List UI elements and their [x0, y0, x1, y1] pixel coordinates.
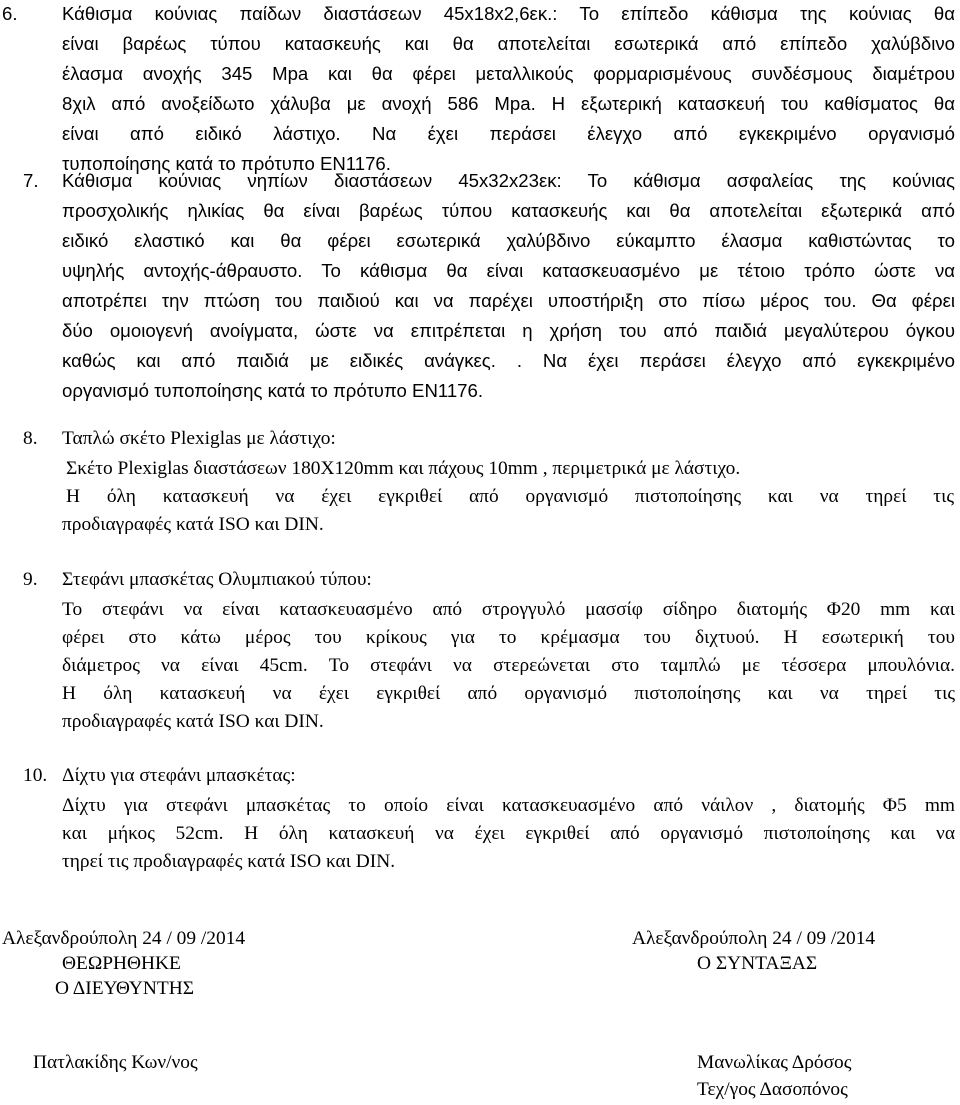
item-text-line: Κάθισμα κούνιας νηπίων διαστάσεων 45x32x23εκ: Το κάθισμα ασφαλείας της κούνιας: [62, 170, 955, 191]
item-text-line: και μήκος 52cm. Η όλη κατασκευή να έχει εγκριθεί από οργανισμό πιστοποίησης και να: [62, 823, 955, 844]
right-signature-title: Τεχ/γος Δασοπόνος: [697, 1079, 848, 1100]
item-number: 10.: [23, 765, 48, 786]
item-text-line: 8χιλ από ανοξείδωτο χάλυβα με ανοχή 586 Mpa. Η εξωτερική κατασκευή του καθίσματος θα: [62, 93, 955, 114]
item-text-line: Η όλη κατασκευή να έχει εγκριθεί από οργανισμό πιστοποίησης και να τηρεί τις: [66, 486, 954, 507]
item-text-line: Σκέτο Plexiglas διαστάσεων 180Χ120mm και πάχους 10mm , περιμετρικά με λάστιχο.: [66, 458, 741, 479]
item-text-line: Κάθισμα κούνιας παίδων διαστάσεων 45x18x2,6εκ.: Το επίπεδο κάθισμα της κούνιας θα: [62, 3, 955, 24]
right-signature-role: Ο ΣΥΝΤΑΞΑΣ: [697, 953, 818, 974]
item-text-line: είναι από ειδικό λάστιχο. Να έχει περάσει έλεγχο από εγκεκριμένο οργανισμό: [62, 123, 955, 144]
right-signature-name: Μανωλίκας Δρόσος: [697, 1052, 852, 1073]
left-signature-role: ΘΕΩΡΗΘΗΚΕ: [62, 953, 181, 974]
item-text-line: προσχολικής ηλικίας θα είναι βαρέως τύπου κατασκευής και θα αποτελείται εξωτερικά από: [62, 200, 955, 221]
item-text-line: φέρει στο κάτω μέρος του κρίκους για το κρέμασμα του διχτυού. Η εσωτερική του: [62, 627, 955, 648]
item-number: 7.: [23, 170, 39, 191]
item-text-line: υψηλής αντοχής-άθραυστο. Το κάθισμα θα είναι κατασκευασμένο με τέτοιο τρόπο ώστε να: [62, 260, 955, 281]
item-text-line: καθώς και από παιδιά με ειδικές ανάγκες. . Να έχει περάσει έλεγχο από εγκεκριμένο: [62, 350, 955, 371]
item-number: 8.: [23, 428, 38, 449]
item-text-line: διάμετρος να είναι 45cm. Το στεφάνι να στερεώνεται στο ταμπλώ με τέσσερα μπουλόνια.: [62, 655, 955, 676]
left-signature-place-date: Αλεξανδρούπολη 24 / 09 /2014: [2, 928, 246, 949]
right-signature-place-date: Αλεξανδρούπολη 24 / 09 /2014: [632, 928, 876, 949]
item-text-line: οργανισμό τυποποίησης κατά το πρότυπο EN1176.: [62, 380, 484, 401]
item-text-line: ειδικό ελαστικό και θα φέρει εσωτερικά χαλύβδινο εύκαμπτο έλασμα καθιστώντας το: [62, 230, 955, 251]
item-number: 9.: [23, 569, 38, 590]
item-title: Ταπλώ σκέτο Plexiglas με λάστιχο:: [62, 428, 336, 449]
item-text-line: δύο ομοιογενή ανοίγματα, ώστε να επιτρέπεται η χρήση του από παιδιά μεγαλύτερου όγκου: [62, 320, 955, 341]
item-text-line: Το στεφάνι να είναι κατασκευασμένο από στρογγυλό μασσίφ σίδηρο διατομής Φ20 mm και: [62, 599, 955, 620]
left-signature-name: Πατλακίδης Κων/νος: [33, 1052, 198, 1073]
item-number: 6.: [2, 3, 18, 24]
item-text-line: προδιαγραφές κατά ISO και DIN.: [62, 711, 324, 732]
item-text-line: Δίχτυ για στεφάνι μπασκέτας το οποίο είναι κατασκευασμένο από νάιλον , διατομής Φ5 mm: [62, 795, 955, 816]
item-text-line: αποτρέπει την πτώση του παιδιού και να παρέχει υποστήριξη στο πίσω μέρος του. Θα φέρει: [62, 290, 955, 311]
item-text-line: έλασμα ανοχής 345 Mpa και θα φέρει μεταλλικούς φορμαρισμένους συνδέσμους διαμέτρου: [62, 63, 955, 84]
item-title: Στεφάνι μπασκέτας Ολυμπιακού τύπου:: [62, 569, 372, 590]
item-text-line: είναι βαρέως τύπου κατασκευής και θα αποτελείται εσωτερικά από επίπεδο χαλύβδινο: [62, 33, 955, 54]
item-title: Δίχτυ για στεφάνι μπασκέτας:: [62, 765, 296, 786]
item-text-line: προδιαγραφές κατά ISO και DIN.: [62, 514, 324, 535]
item-text-line: Η όλη κατασκευή να έχει εγκριθεί από οργανισμό πιστοποίησης και να τηρεί τις: [62, 683, 955, 704]
item-text-line: τυποποίησης κατά το πρότυπο EN1176.: [62, 153, 391, 174]
left-signature-role-director: Ο ΔΙΕΥΘΥΝΤΗΣ: [55, 978, 195, 999]
item-text-line: τηρεί τις προδιαγραφές κατά ISO και DIN.: [62, 851, 396, 872]
